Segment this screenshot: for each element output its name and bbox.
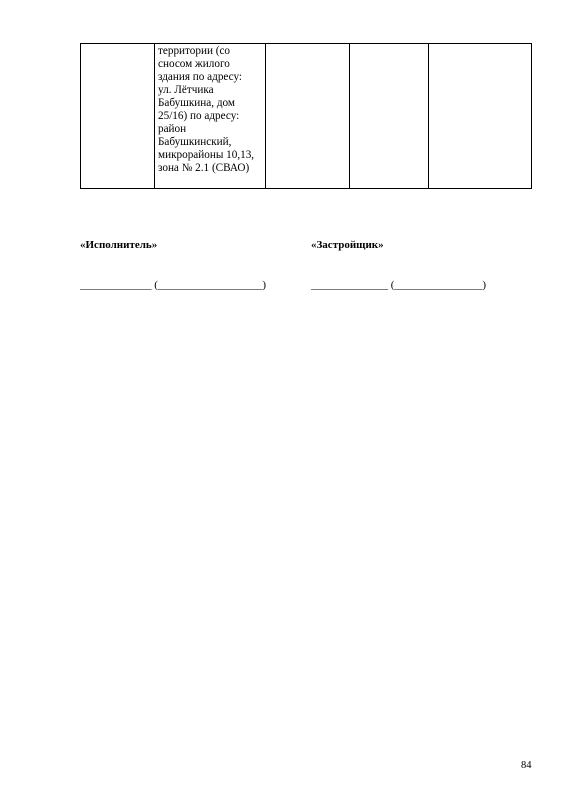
executor-signature-line: _____________ (___________________) [80,279,267,291]
executor-label: «Исполнитель» [80,239,158,251]
page-number: 84 [521,760,532,771]
developer-label: «Застройщик» [311,239,384,251]
table-cell-description: территории (со сносом жилого здания по адресу: ул. Лётчика Бабушкина, дом 25/16) по адресу: район Бабушкинский, микрорайоны 10,13, зона № 2.1 (СВАО) [155,44,266,189]
table-cell-3 [266,44,350,189]
table-cell-5 [429,44,532,189]
table-cell-1 [81,44,155,189]
developer-signature-line: ______________ (________________) [311,279,487,291]
document-table [80,43,532,189]
table-row [81,44,532,189]
table-cell-4 [350,44,429,189]
